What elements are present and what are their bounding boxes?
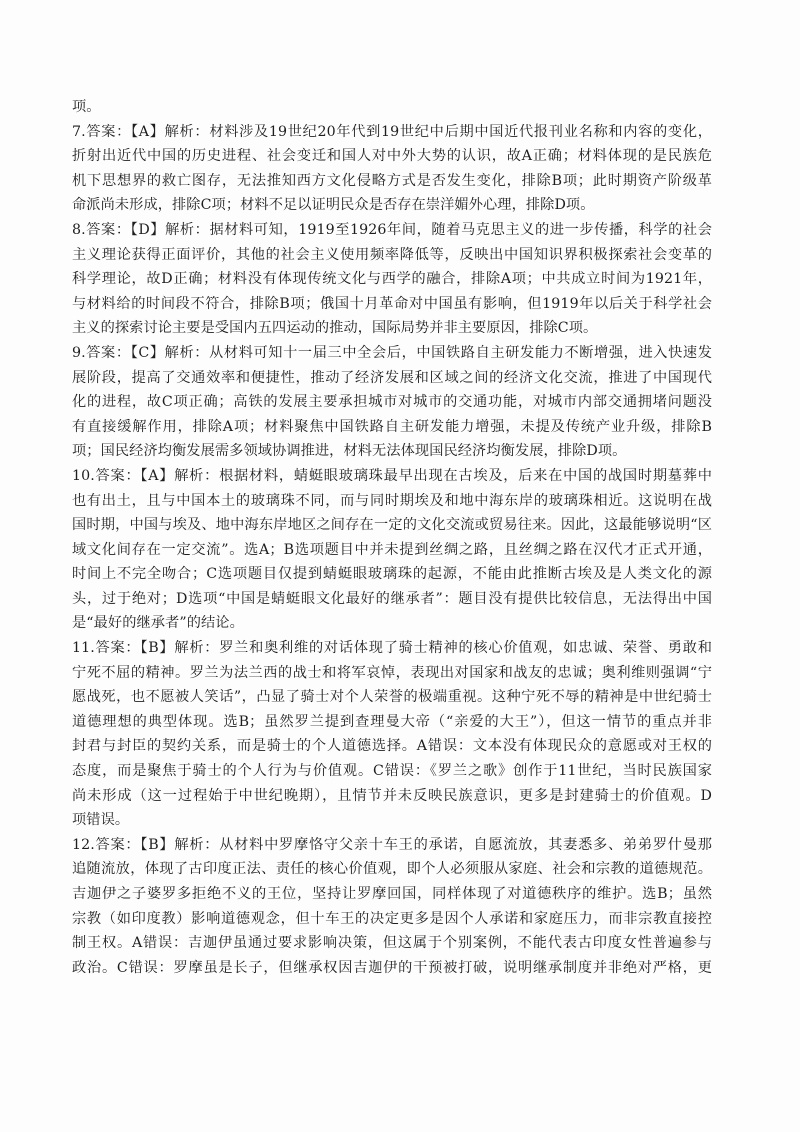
text-line: 化的进程，故C项正确；高铁的发展主要承担城市对城市的交通功能，对城市内部交通拥堵问题没 [72,394,712,411]
answer-10 [72,464,712,636]
text-line: 宁死不屈的精神。罗兰为法兰西的战士和将军哀悼，表现出对国家和战友的忠诚；奥利维则强调“宁 [72,664,712,681]
text-line: 项。 [72,99,101,115]
answer-9 [72,341,712,464]
text-line: 也有出土，且与中国本土的玻璃珠不同，而与同时期埃及和地中海东岸的玻璃珠相近。这说明在战 [72,492,712,509]
text-line: 主义理论获得正面评价，其他的社会主义使用频率降低等，反映出中国知识界积极探索社会变革的 [72,246,712,263]
text-line: 政治。C错误：罗摩虽是长子，但继承权因吉迦伊的干预被打破，说明继承制度并非绝对严格，更 [72,959,712,976]
text-line: 态度，而是聚焦于骑士的个人行为与价值观。C错误：《罗兰之歌》创作于11世纪，当时民族国家 [72,763,712,780]
text-line: 8.答案：【D】解析：据材料可知，1919至1926年间，随着马克思主义的进一步传播，科学的社会 [72,221,712,238]
text-line: 有直接缓解作用，排除A项；材料聚焦中国铁路自主研发能力增强，未提及传统产业升级，排除B [72,418,712,435]
text-line: 域文化间存在一定交流”。选A；B选项题目中并未提到丝绸之路，且丝绸之路在汉代才正式开通， [72,541,712,558]
text-line: 封君与封臣的契约关系，而是骑士的个人道德选择。A错误：文本没有体现民众的意愿或对王权的 [72,738,712,755]
text-line: 吉迦伊之子婆罗多拒绝不义的王位，坚持让罗摩回国，同样体现了对道德秩序的维护。选B；虽然 [72,886,712,902]
text-line: 11.答案：【B】解析：罗兰和奥利维的对话体现了骑士精神的核心价值观，如忠诚、荣誉、勇敢和 [72,640,712,657]
text-line: 折射出近代中国的历史进程、社会变迁和国人对中外大势的认识，故A正确；材料体现的是民族危 [72,148,712,165]
text-line: 制王权。A错误：吉迦伊虽通过要求影响决策，但这属于个别案例，不能代表古印度女性普遍参与 [72,935,712,952]
text-line: 愿战死，也不愿被人笑话”，凸显了骑士对个人荣誉的极端重视。这种宁死不辱的精神是中世纪骑士 [72,689,712,706]
text-line: 10.答案：【A】解析：根据材料，蜻蜓眼玻璃珠最早出现在古埃及，后来在中国的战国时期墓葬中 [72,467,712,484]
text-line: 主义的探索讨论主要是受国内五四运动的推动，国际局势并非主要原因，排除C项。 [72,320,598,337]
lead-in-text [72,95,712,120]
text-line: 宗教（如印度教）影响道德观念，但十车王的决定更多是因个人承诺和家庭压力，而非宗教直接控 [72,910,712,927]
text-line: 机下思想界的救亡图存，无法推知西方文化侵略方式是否发生变化，排除B项；此时期资产阶级革 [72,172,712,189]
answer-12 [72,833,712,981]
answer-11 [72,636,712,833]
text-line: 9.答案：【C】解析：从材料可知十一届三中全会后，中国铁路自主研发能力不断增强，进入快速发 [72,344,712,361]
text-line: 项错误。 [72,812,130,829]
text-line: 时间上不完全吻合；C选项题目仅提到蜻蜓眼玻璃珠的起源，不能由此推断古埃及是人类文化的源 [72,566,712,583]
text-line: 头，过于绝对；D选项“中国是蜻蜓眼文化最好的继承者”：题目没有提供比较信息，无法得出中国 [72,590,712,607]
answer-8 [72,218,712,341]
text-line: 道德理想的典型体现。选B；虽然罗兰提到查理曼大帝（“亲爱的大王”），但这一情节的重点并非 [72,713,712,730]
answer-explanations [72,95,712,980]
text-line: 尚未形成（这一过程始于中世纪晚期），且情节并未反映民族意识，更多是封建骑士的价值观。D [72,787,712,804]
answer-7 [72,120,712,218]
text-line: 追随流放，体现了古印度正法、责任的核心价值观，即个人必须服从家庭、社会和宗教的道德规范。 [72,861,712,878]
text-line: 命派尚未形成，排除C项；材料不足以证明民众是否存在崇洋媚外心理，排除D项。 [72,197,595,214]
text-line: 是“最好的继承者”的结论。 [72,615,244,632]
text-line: 国时期，中国与埃及、地中海东岸地区之间存在一定的文化交流或贸易往来。因此，这最能够说明“区 [72,517,712,534]
text-line: 科学理论，故D正确；材料没有体现传统文化与西学的融合，排除A项；中共成立时间为1921年， [72,271,712,288]
text-line: 项；国民经济均衡发展需多领域协调推进，材料无法体现国民经济均衡发展，排除D项。 [72,443,627,460]
text-line: 7.答案：【A】解析：材料涉及19世纪20年代到19世纪中后期中国近代报刊业名称和内容的变化， [72,123,712,140]
text-line: 12.答案：【B】解析：从材料中罗摩恪守父亲十车王的承诺，自愿流放，其妻悉多、弟弟罗什曼那 [72,836,712,853]
text-line: 展阶段，提高了交通效率和便捷性，推动了经济发展和区域之间的经济文化交流，推进了中国现代 [72,369,712,386]
text-line: 与材料给的时间段不符合，排除B项；俄国十月革命对中国虽有影响，但1919年以后关于科学社会 [72,295,712,312]
